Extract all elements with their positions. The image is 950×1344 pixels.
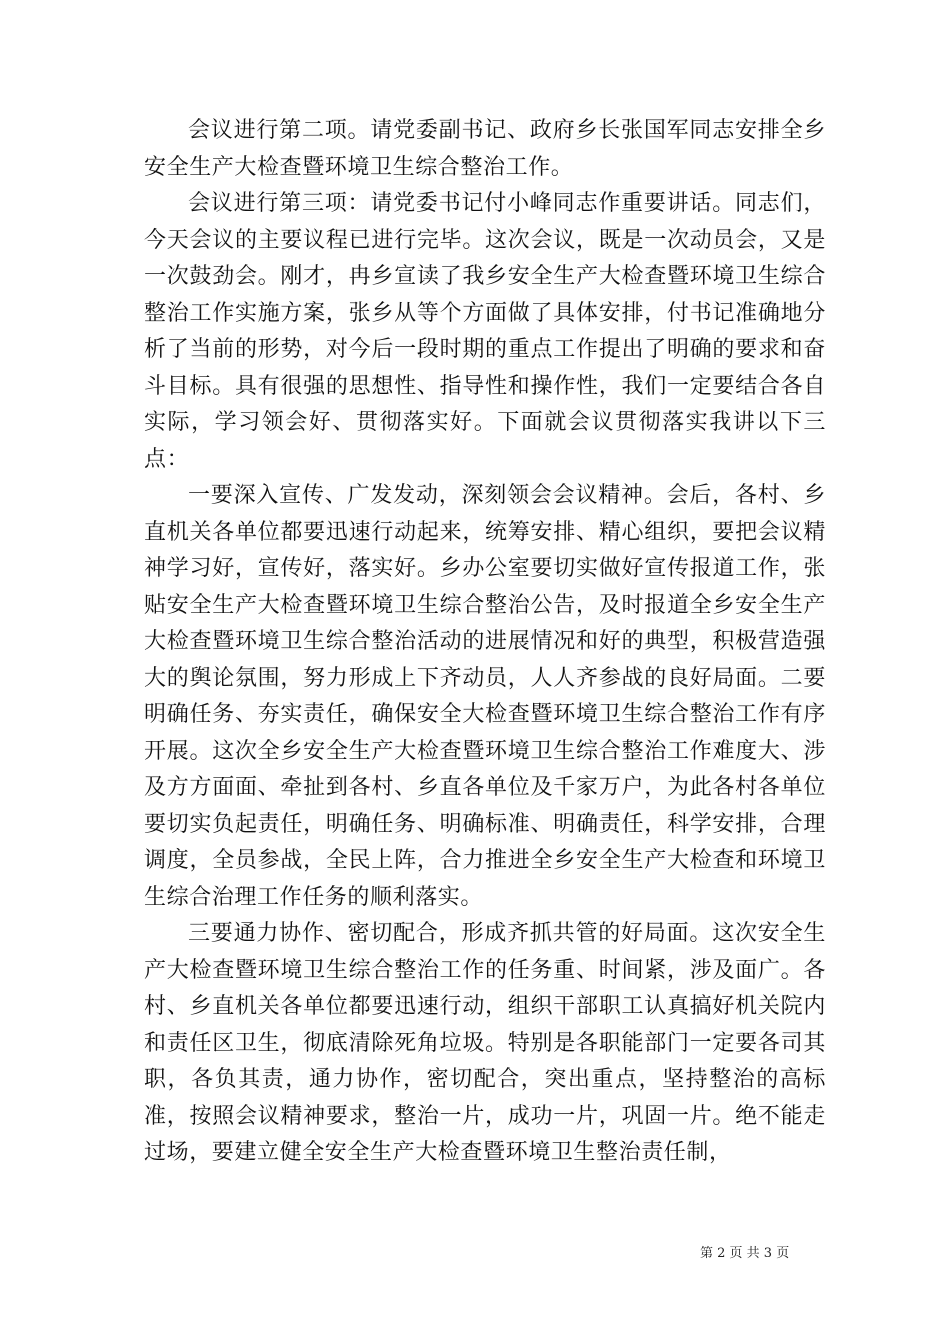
document-body bbox=[144, 113, 826, 1172]
paragraph-agenda-item-three: 会议进行第三项：请党委书记付小峰同志作重要讲话。同志们，今天会议的主要议程已进行完毕。这次会议，既是一次动员会，又是一次鼓劲会。刚才，冉乡宣读了我乡安全生产大检查暨环境卫生综合整治工作实施方案，张乡从等个方面做了具体安排，付书记准确地分析了当前的形势，对今后一段时期的重点工作提出了明确的要求和奋斗目标。具有很强的思想性、指导性和操作性，我们一定要结合各自实际，学习领会好、贯彻落实好。下面就会议贯彻落实我讲以下三点： bbox=[144, 191, 826, 472]
paragraph-points-one-two: 一要深入宣传、广发发动，深刻领会会议精神。会后，各村、乡直机关各单位都要迅速行动起来，统筹安排、精心组织，要把会议精神学习好，宣传好，落实好。乡办公室要切实做好宣传报道工作，张贴安全生产大检查暨环境卫生综合整治公告，及时报道全乡安全生产大检查暨环境卫生综合整治活动的进展情况和好的典型，积极营造强大的舆论氛围，努力形成上下齐动员，人人齐参战的良好局面。二要明确任务、夯实责任，确保安全大检查暨环境卫生综合整治工作有序开展。这次全乡安全生产大检查暨环境卫生综合整治工作难度大、涉及方方面面、牵扯到各村、乡直各单位及千家万户，为此各村各单位要切实负起责任，明确任务、明确标准、明确责任，科学安排，合理调度，全员参战，全民上阵，合力推进全乡安全生产大检查和环境卫生综合治理工作任务的顺利落实。 bbox=[144, 483, 826, 910]
paragraph-point-three: 三要通力协作、密切配合，形成齐抓共管的好局面。这次安全生产大检查暨环境卫生综合整治工作的任务重、时间紧，涉及面广。各村、乡直机关各单位都要迅速行动，组织干部职工认真搞好机关院内和责任区卫生，彻底清除死角垃圾。特别是各职能部门一定要各司其职，各负其责，通力协作，密切配合，突出重点，坚持整治的高标准，按照会议精神要求，整治一片，成功一片，巩固一片。绝不能走过场，要建立健全安全生产大检查暨环境卫生整治责任制， bbox=[144, 921, 826, 1165]
page-number-footer: 第 2 页 共 3 页 bbox=[700, 1246, 790, 1261]
paragraph-agenda-item-two: 会议进行第二项。请党委副书记、政府乡长张国军同志安排全乡安全生产大检查暨环境卫生综合整治工作。 bbox=[144, 118, 826, 180]
